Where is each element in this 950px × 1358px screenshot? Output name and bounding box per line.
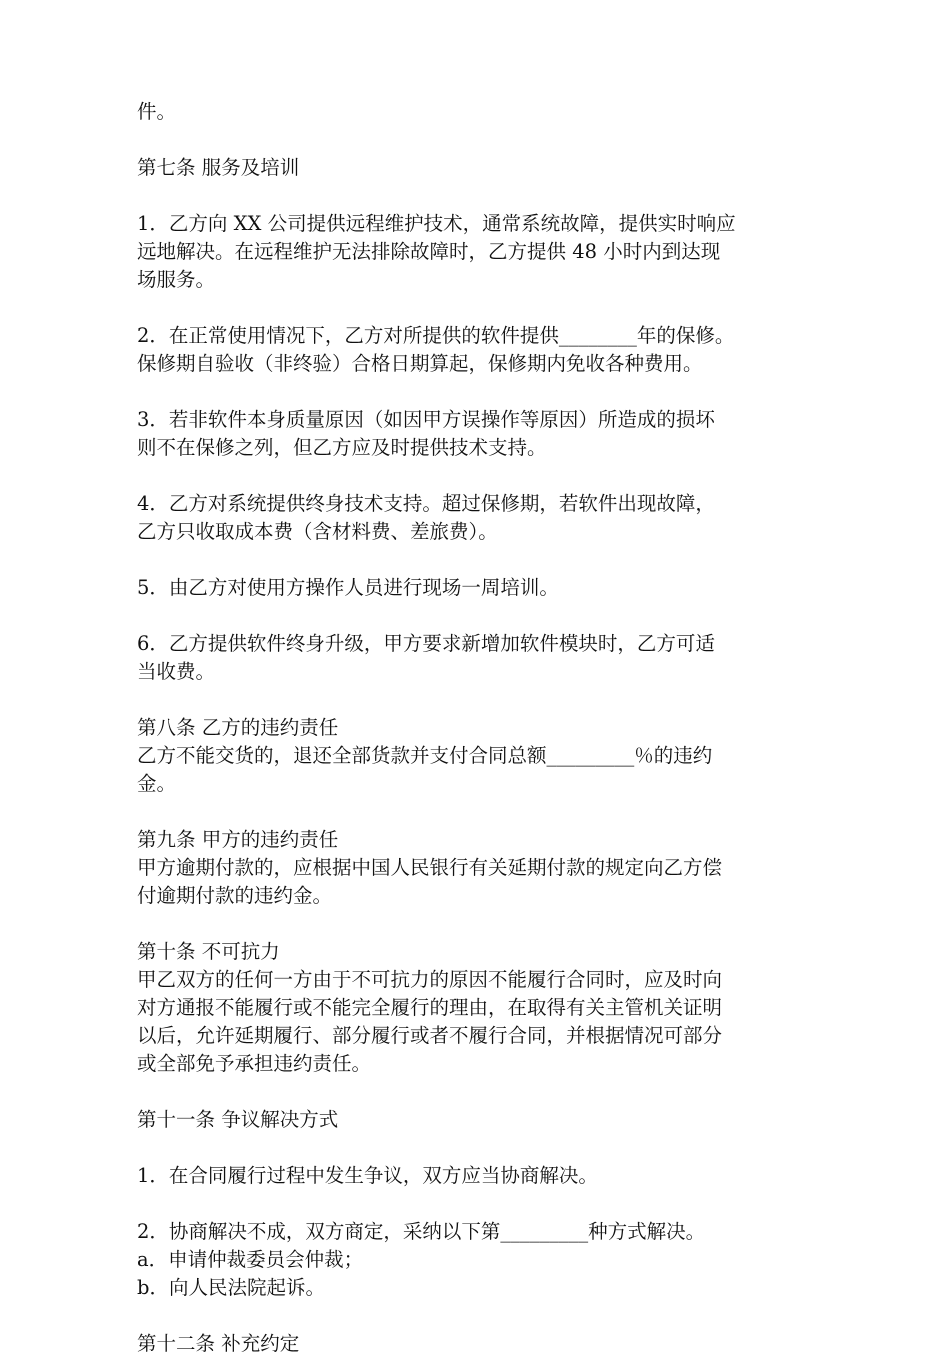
text-line: 付逾期付款的违约金。 (137, 884, 333, 907)
document-page (137, 98, 837, 1358)
text-line: 乙方不能交货的，退还全部货款并支付合同总额_________％的违约 (137, 744, 713, 767)
text-line: 3．若非软件本身质量原因（如因甲方误操作等原因）所造成的损坏 (137, 408, 715, 431)
blank-line (137, 294, 837, 322)
text-line: 乙方只收取成本费（含材料费、差旅费）。 (137, 520, 498, 543)
text-line: 金。 (137, 772, 177, 795)
text-line: 6．乙方提供软件终身升级，甲方要求新增加软件模块时，乙方可适 (137, 632, 715, 655)
blank-line (137, 182, 837, 210)
blank-line (137, 378, 837, 406)
text-line: 1．在合同履行过程中发生争议，双方应当协商解决。 (137, 1164, 598, 1187)
blank-line (137, 1302, 837, 1330)
section-heading: 第八条 乙方的违约责任 (137, 716, 339, 739)
blank-line (137, 546, 837, 574)
text-line: 当收费。 (137, 660, 216, 683)
text-line: 2．协商解决不成，双方商定，采纳以下第_________种方式解决。 (137, 1220, 706, 1243)
section-heading: 第十二条 补充约定 (137, 1332, 300, 1355)
text-line: 保修期自验收（非终验）合格日期算起，保修期内免收各种费用。 (137, 352, 703, 375)
blank-line (137, 910, 837, 938)
text-line: 对方通报不能履行或不能完全履行的理由，在取得有关主管机关证明 (137, 996, 723, 1019)
text-line: b．向人民法院起诉。 (137, 1276, 325, 1299)
blank-line (137, 798, 837, 826)
blank-line (137, 1190, 837, 1218)
blank-line (137, 1134, 837, 1162)
text-line: 2．在正常使用情况下，乙方对所提供的软件提供________年的保修。 (137, 324, 735, 347)
text-line: 甲方逾期付款的，应根据中国人民银行有关延期付款的规定向乙方偿 (137, 856, 723, 879)
text-line: 场服务。 (137, 268, 216, 291)
text-line: 或全部免予承担违约责任。 (137, 1052, 372, 1075)
text-line: 件。 (137, 100, 177, 123)
blank-line (137, 1078, 837, 1106)
text-line: 5．由乙方对使用方操作人员进行现场一周培训。 (137, 576, 559, 599)
blank-line (137, 686, 837, 714)
blank-line (137, 602, 837, 630)
text-line: 则不在保修之列，但乙方应及时提供技术支持。 (137, 436, 547, 459)
section-heading: 第十条 不可抗力 (137, 940, 280, 963)
section-heading: 第七条 服务及培训 (137, 156, 300, 179)
section-heading: 第十一条 争议解决方式 (137, 1108, 339, 1131)
text-line: 以后，允许延期履行、部分履行或者不履行合同，并根据情况可部分 (137, 1024, 723, 1047)
text-line: 1．乙方向 XX 公司提供远程维护技术，通常系统故障，提供实时响应 (137, 212, 736, 235)
text-line: 4．乙方对系统提供终身技术支持。超过保修期，若软件出现故障， (137, 492, 715, 515)
text-line: 甲乙双方的任何一方由于不可抗力的原因不能履行合同时，应及时向 (137, 968, 723, 991)
text-line: a．申请仲裁委员会仲裁； (137, 1248, 364, 1271)
text-line: 远地解决。在远程维护无法排除故障时，乙方提供 48 小时内到达现 (137, 240, 721, 263)
blank-line (137, 126, 837, 154)
blank-line (137, 462, 837, 490)
section-heading: 第九条 甲方的违约责任 (137, 828, 339, 851)
